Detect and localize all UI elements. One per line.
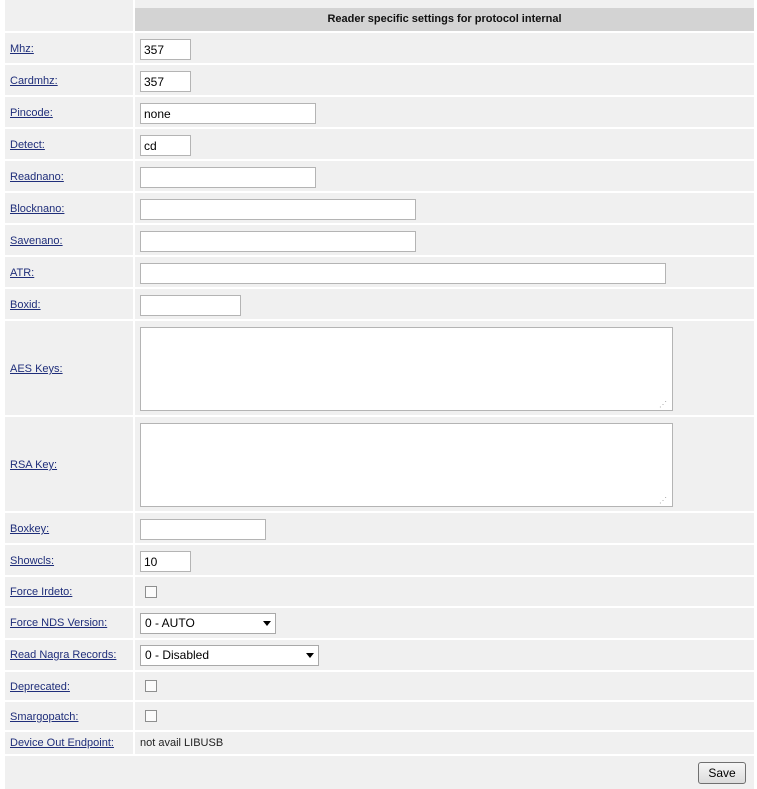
read-nagra-records-label[interactable]: Read Nagra Records: [10, 649, 117, 661]
row-boxid [5, 287, 754, 319]
row-blocknano [5, 191, 754, 223]
detect-label[interactable]: Detect: [10, 139, 45, 151]
force-irdeto-label[interactable]: Force Irdeto: [10, 586, 73, 598]
top-strip [5, 0, 754, 6]
row-force-irdeto [5, 575, 754, 606]
chevron-down-icon [263, 621, 271, 626]
savenano-input[interactable] [140, 231, 416, 252]
row-detect [5, 127, 754, 159]
blocknano-input[interactable] [140, 199, 416, 220]
row-atr [5, 255, 754, 287]
row-smargopatch [5, 700, 754, 730]
row-mhz [5, 31, 754, 63]
row-readnano [5, 159, 754, 191]
row-showcls [5, 543, 754, 575]
row-read-nagra-records [5, 638, 754, 670]
row-boxkey [5, 511, 754, 543]
atr-input[interactable] [140, 263, 666, 284]
deprecated-checkbox[interactable] [145, 680, 157, 692]
read-nagra-records-value: 0 - Disabled [145, 648, 210, 662]
row-force-nds-version [5, 606, 754, 638]
row-device-out-endpoint [5, 730, 754, 754]
rsa-key-textarea[interactable] [140, 423, 673, 507]
showcls-input[interactable] [140, 551, 191, 572]
cardmhz-input[interactable] [140, 71, 191, 92]
cardmhz-label[interactable]: Cardmhz: [10, 75, 58, 87]
pincode-label[interactable]: Pincode: [10, 107, 53, 119]
save-button[interactable]: Save [698, 762, 746, 784]
form-footer [5, 754, 754, 789]
section-title: Reader specific settings for protocol internal [135, 8, 754, 31]
blocknano-label[interactable]: Blocknano: [10, 203, 65, 215]
boxkey-label[interactable]: Boxkey: [10, 523, 50, 535]
force-nds-version-value: 0 - AUTO [145, 616, 195, 630]
boxid-input[interactable] [140, 295, 241, 316]
aes-keys-textarea[interactable] [140, 327, 673, 411]
row-pincode [5, 95, 754, 127]
readnano-input[interactable] [140, 167, 316, 188]
force-irdeto-checkbox[interactable] [145, 586, 157, 598]
row-rsa-key [5, 415, 754, 511]
aes-keys-label[interactable]: AES Keys: [10, 363, 63, 375]
header-left-cell [5, 8, 133, 31]
resize-grip-icon[interactable]: ⋰ [659, 496, 667, 505]
row-deprecated [5, 670, 754, 700]
deprecated-label[interactable]: Deprecated: [10, 681, 70, 693]
mhz-input[interactable] [140, 39, 191, 60]
section-header [5, 8, 754, 31]
force-nds-version-select[interactable] [140, 613, 276, 634]
boxkey-input[interactable] [140, 519, 266, 540]
showcls-label[interactable]: Showcls: [10, 555, 55, 567]
row-cardmhz [5, 63, 754, 95]
force-nds-version-label[interactable]: Force NDS Version: [10, 617, 108, 629]
device-out-endpoint-label[interactable]: Device Out Endpoint: [10, 737, 114, 749]
read-nagra-records-select[interactable] [140, 645, 319, 666]
rsa-key-label[interactable]: RSA Key: [10, 459, 58, 471]
chevron-down-icon [306, 653, 314, 658]
smargopatch-checkbox[interactable] [145, 710, 157, 722]
device-out-endpoint-value: not avail LIBUSB [140, 737, 224, 749]
pincode-input[interactable] [140, 103, 316, 124]
resize-grip-icon[interactable]: ⋰ [659, 400, 667, 409]
smargopatch-label[interactable]: Smargopatch: [10, 711, 79, 723]
readnano-label[interactable]: Readnano: [10, 171, 64, 183]
settings-form [5, 0, 754, 789]
savenano-label[interactable]: Savenano: [10, 235, 63, 247]
row-savenano [5, 223, 754, 255]
atr-label[interactable]: ATR: [10, 267, 35, 279]
detect-input[interactable] [140, 135, 191, 156]
mhz-label[interactable]: Mhz: [10, 43, 34, 55]
boxid-label[interactable]: Boxid: [10, 299, 41, 311]
row-aes-keys [5, 319, 754, 415]
